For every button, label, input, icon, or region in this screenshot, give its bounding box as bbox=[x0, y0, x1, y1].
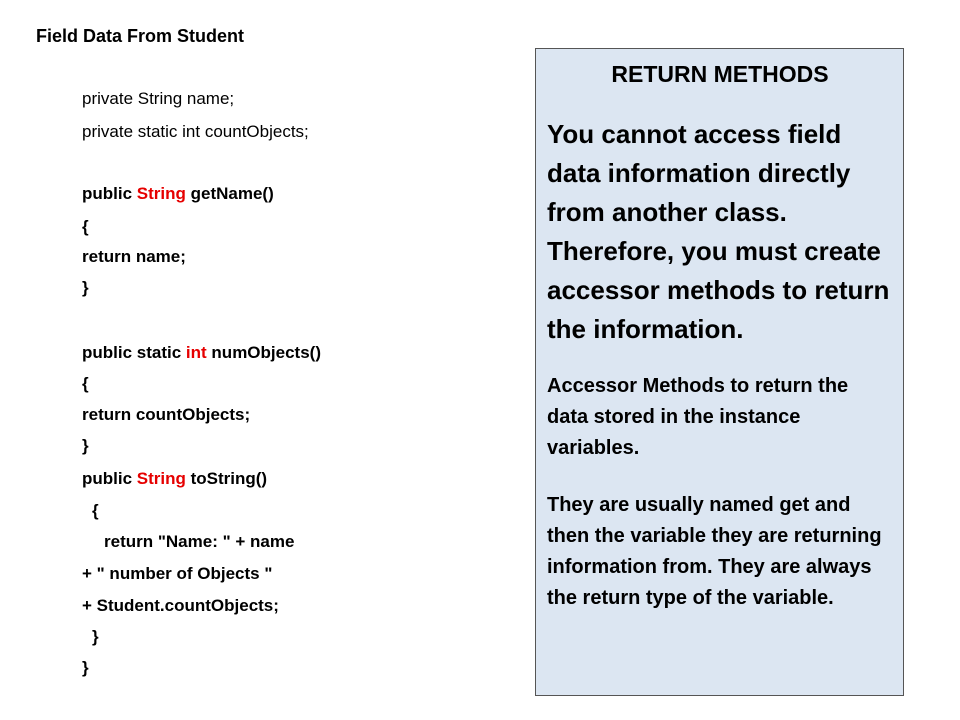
code-line-tostring-body-2: + " number of Objects " bbox=[82, 564, 273, 583]
code-token-numobjects-prefix: public static bbox=[82, 343, 186, 362]
code-token-getname-suffix: getName() bbox=[185, 184, 274, 203]
code-line-tostring-open: { bbox=[92, 501, 99, 520]
code-token-tostring-type: String bbox=[136, 469, 186, 488]
code-line-numobjects-signature bbox=[82, 342, 321, 364]
code-line-tostring-body-3: + Student.countObjects; bbox=[82, 596, 279, 615]
code-line-tostring-signature bbox=[82, 468, 267, 490]
info-box-naming-text: They are usually named get and then the variable they are returning information from. They are always the return type of the variable. bbox=[547, 494, 882, 609]
code-line-field-count: private static int countObjects; bbox=[82, 122, 309, 141]
code-line-field-name: private String name; bbox=[82, 89, 235, 108]
code-line-getname-body: return name; bbox=[82, 247, 186, 266]
code-sample bbox=[82, 0, 522, 720]
info-box-accessor-text: Accessor Methods to return the data stored in the instance variables. bbox=[547, 375, 849, 459]
code-line-numobjects-body: return countObjects; bbox=[82, 405, 251, 424]
slide-title: Field Data From Student bbox=[36, 26, 245, 46]
code-line-numobjects-close: } bbox=[82, 436, 89, 455]
code-line-getname-open: { bbox=[82, 217, 89, 236]
return-methods-info-box bbox=[535, 48, 904, 696]
code-line-getname-signature bbox=[82, 183, 274, 205]
code-token-numobjects-type: int bbox=[185, 343, 207, 362]
code-line-getname-close: } bbox=[82, 278, 89, 297]
code-line-tostring-inner-close: } bbox=[92, 627, 99, 646]
code-token-getname-prefix: public bbox=[82, 184, 137, 203]
code-line-numobjects-open: { bbox=[82, 374, 89, 393]
code-line-tostring-close: } bbox=[82, 658, 89, 677]
code-token-numobjects-suffix: numObjects() bbox=[206, 343, 321, 362]
info-box-lead-text: You cannot access field data information directly from another class. Therefore, you must create accessor methods to return the information. bbox=[547, 119, 890, 344]
info-box-heading: RETURN METHODS bbox=[611, 61, 829, 87]
code-token-tostring-prefix: public bbox=[82, 469, 137, 488]
code-token-getname-type: String bbox=[136, 184, 186, 203]
code-line-tostring-body-1: return "Name: " + name bbox=[104, 532, 295, 551]
code-token-tostring-suffix: toString() bbox=[185, 469, 268, 488]
